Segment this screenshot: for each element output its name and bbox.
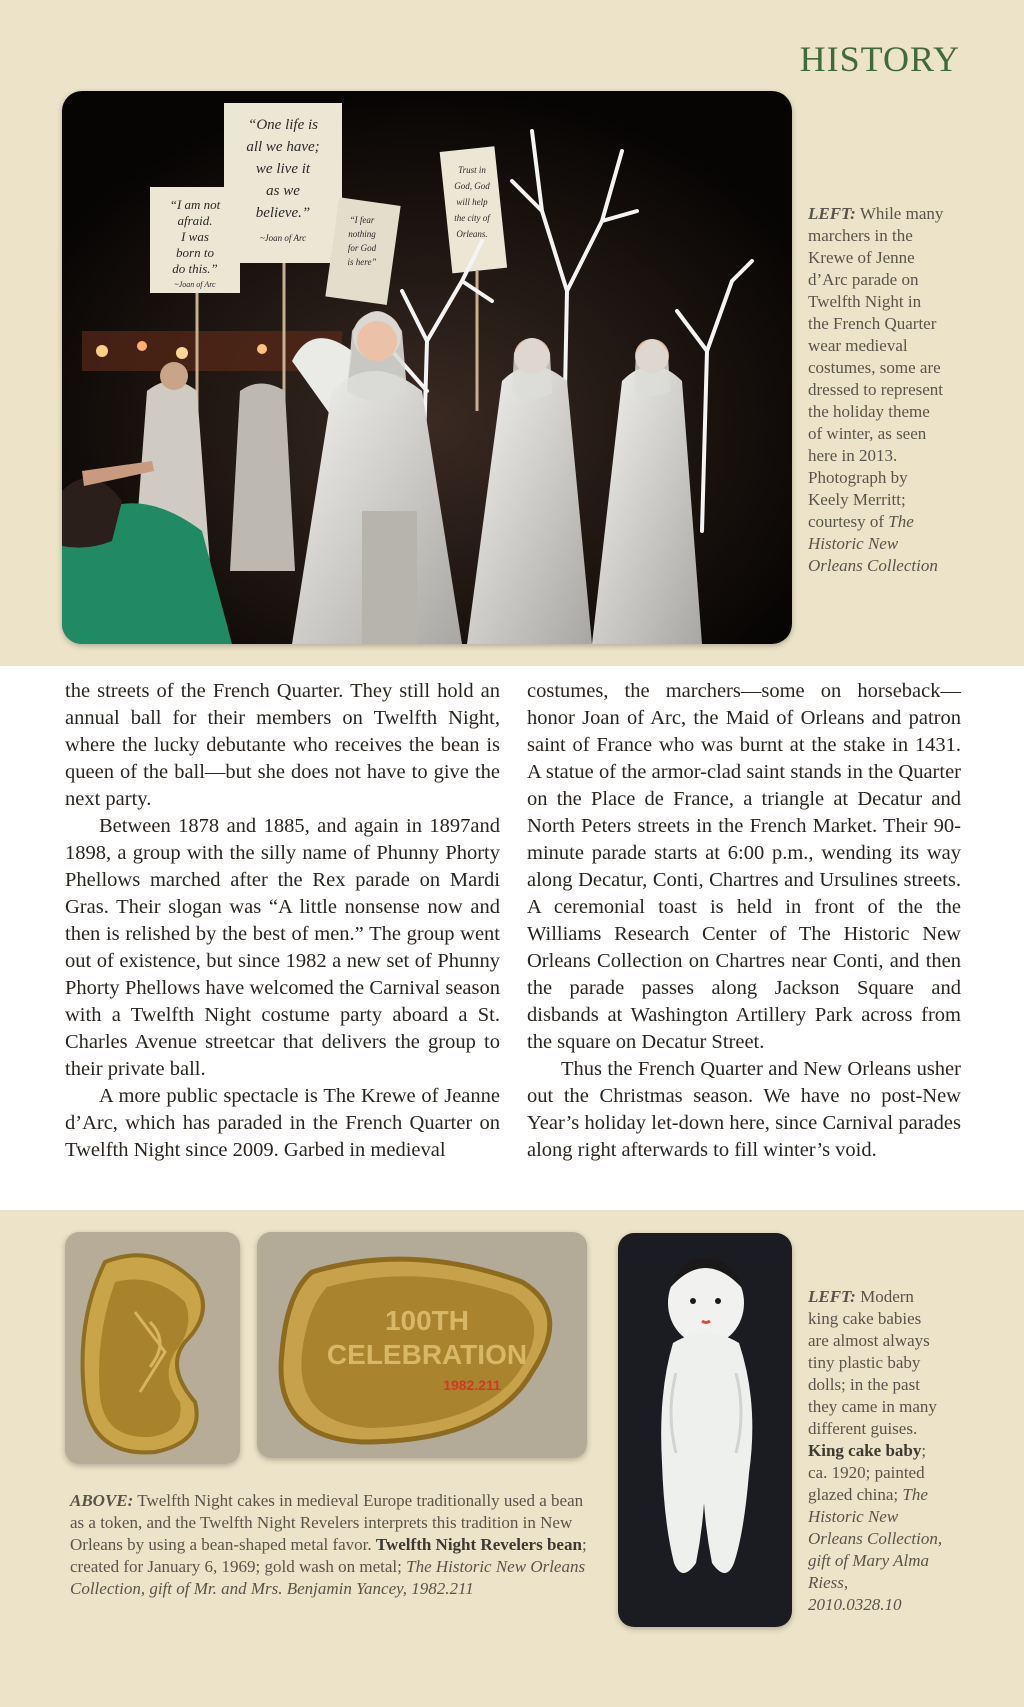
article-col1-para1: the streets of the French Quarter. They still hold an annual ball for their members on Twelfth Night, where the lucky debutante who receives the bean is queen of the ball—but she does not have to give the next party. xyxy=(65,680,500,810)
top-caption-italic: The Historic New Orleans Collection xyxy=(808,512,938,575)
king-cake-baby-photo xyxy=(618,1233,792,1627)
banner1-line3: I was xyxy=(181,229,209,244)
baby-caption xyxy=(808,1286,944,1616)
banner1-line6: ~Joan of Arc xyxy=(174,280,216,289)
article-column-1 xyxy=(65,678,500,1164)
banner2-line3: we live it xyxy=(255,161,311,177)
section-label: HISTORY xyxy=(799,39,960,79)
baby-caption-text: Modern king cake babies are almost always tiny plastic baby dolls; in the past they came in many different guises. xyxy=(808,1287,937,1438)
article-col1-para3: A more public spectacle is The Krewe of Jeanne d’Arc, which has paraded in the French Quarter on Twelfth Night since 2009. Garbed in medieval xyxy=(65,1085,500,1161)
banner3-line3: for God xyxy=(347,243,377,253)
banner1-line5: do this.” xyxy=(172,261,218,276)
banner2-line5: believe.” xyxy=(255,205,311,221)
bean-caption xyxy=(70,1490,590,1600)
banner1-line2: afraid. xyxy=(177,213,213,228)
article-col1-para2: Between 1878 and 1885, and again in 1897and 1898, a group with the silly name of Phunny Phorty Phellows marched after the Rex parade on Mardi Gras. Their slogan was “A little nonsense now and then is relished by the best of men.” The group went out of existence, but since 1982 a new set of Phunny Phorty Phellows have welcomed the Carnival season with a Twelfth Night costume party aboard a St. Charles Avenue streetcar that delivers the group to their private ball. xyxy=(65,815,500,1080)
banner1-line4: born to xyxy=(176,245,214,260)
baby-caption-lead: LEFT: xyxy=(808,1287,856,1306)
banner2-line6: ~Joan of Arc xyxy=(259,233,307,243)
banner2-line1: “One life is xyxy=(248,117,318,133)
banner3-line1: “I fear xyxy=(349,215,375,225)
bean-caption-text2: ; created for January 6, 1969; gold wash on metal; xyxy=(70,1535,587,1576)
baby-caption-italic: The Historic New Orleans Collection, gift of Mary Alma Riess, 2010.0328.10 xyxy=(808,1485,943,1614)
banner3-line4: is here” xyxy=(347,257,377,267)
bean-text-line2: CELEBRATION xyxy=(326,1339,528,1370)
banner1-line1: “I am not xyxy=(169,197,221,212)
baby-caption-bold: King cake baby xyxy=(808,1441,922,1460)
banner4-line3: will help xyxy=(456,197,488,207)
bean-caption-lead: ABOVE: xyxy=(70,1491,134,1510)
banner4-line2: God, God xyxy=(454,181,490,191)
article-col2-para1: costumes, the marchers—some on horseback—honor Joan of Arc, the Maid of Orleans and patron saint of France who was burnt at the stake in 1431. A statue of the armor-clad saint stands in the Quarter on the Place de France, a triangle at Decatur and North Peters streets in the French Market. Their 90-minute parade starts at 6:00 p.m., wending its way along Decatur, Conti, Chartres and Ursulines streets. A ceremonial toast is held in front of the the Williams Research Center of The Historic New Orleans Collection on Chartres near Conti, and then the parade passes along Jackson Square and disbands at Washington Artillery Park across from the square on Decatur Street. xyxy=(527,680,961,1053)
bean-caption-text: Twelfth Night cakes in medieval Europe traditionally used a bean as a token, and the Twelfth Night Revelers interprets this tradition in New Orleans by using a bean-shaped metal favor. xyxy=(70,1491,584,1554)
bean-caption-italic: The Historic New Orleans Collection, gift of Mr. and Mrs. Benjamin Yancey, 1982.211 xyxy=(70,1557,586,1598)
article-column-2 xyxy=(527,678,961,1164)
banner3-line2: nothing xyxy=(348,229,376,239)
banner2-line4: as we xyxy=(266,183,300,199)
article-col2-para2: Thus the French Quarter and New Orleans usher out the Christmas season. We have no post-New Year’s holiday let-down here, since Carnival parades along right afterwards to fill winter’s void. xyxy=(527,1058,961,1161)
bean-front-photo xyxy=(257,1232,587,1458)
bean-stamp: 1982.211 xyxy=(443,1377,501,1393)
banner4-line1: Trust in xyxy=(458,165,486,175)
baby-caption-text2: ; ca. 1920; painted glazed china; xyxy=(808,1441,927,1504)
parade-photo xyxy=(62,91,792,644)
top-photo-caption xyxy=(808,203,944,577)
top-caption-lead: LEFT: xyxy=(808,204,856,223)
banner4-line4: the city of xyxy=(454,213,490,223)
bean-caption-bold: Twelfth Night Revelers bean xyxy=(375,1535,582,1554)
bean-back-photo xyxy=(65,1232,240,1464)
top-caption-text: While many marchers in the Krewe of Jenne d’Arc parade on Twelfth Night in the French Quarter wear medieval costumes, some are dressed to represent the holiday theme of winter, as seen here in 2013. Photograph by Keely Merritt; courtesy of xyxy=(808,204,944,531)
banner2-line2: all we have; xyxy=(246,139,320,155)
bean-text-line1: 100TH xyxy=(384,1305,470,1336)
banner4-line5: Orleans. xyxy=(456,229,488,239)
